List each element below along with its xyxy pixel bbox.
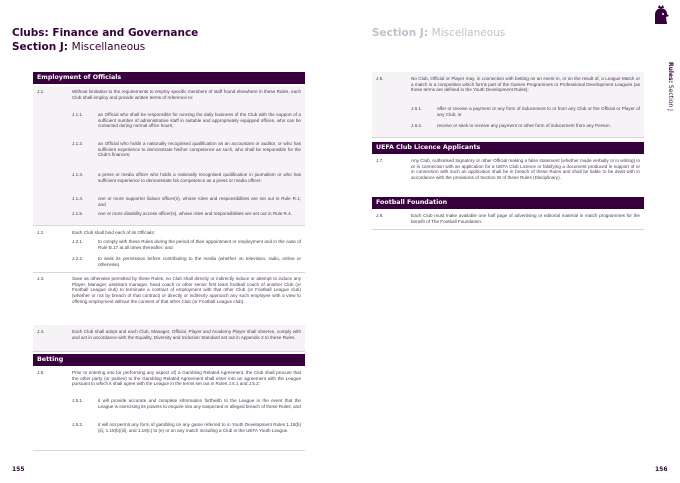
divider <box>33 450 305 451</box>
clause-number: J.4. <box>37 329 45 334</box>
clause-number: J.2.2. <box>72 256 84 261</box>
clause-number: J.8. <box>376 213 384 218</box>
clause-text: to comply with these Rules during the period of their appointment or employment and in the case of Rule B.17 at all times thereafter; and <box>98 239 301 250</box>
side-rules-plain: Section J <box>667 84 674 111</box>
clause-text: one or more disability access officer(s), whose roles and responsibilities are set out in Rule R.4. <box>98 211 292 216</box>
clause-number: J.1.3. <box>72 172 84 177</box>
clause-text: a press or media officer who holds a nationally recognised qualification in journalism or who has sufficient experience to demonstrate his competence as a press or media officer; <box>98 172 301 183</box>
clause-text: Without limitation to the requirements to employ specific members of staff found elsewhere in these Rules, each Club shall employ and provide written terms of reference to: <box>72 89 301 100</box>
clause-text: receive or seek to receive any payment or other form of inducement from any Person. <box>437 123 611 128</box>
clause-text: to seek its permission before contributing to the media (whether on television, radio, online or otherwise). <box>98 256 301 267</box>
clause-text: Any Club, Authorised Signatory or other Official making a false statement (whether made verbally or in writing) in or in connection with an application for a UEFA Club Licence or falsifying a document produced in support of or in connection with such an application shall be in breach of these Rules and shall be liable to be dealt with in accordance with the provisions of Section W of these Rules (Disciplinary). <box>411 158 640 181</box>
clause-text: Each Club shall bind each of its Officials: <box>72 230 155 235</box>
clause-text: it will provide accurate and complete information forthwith to the League in the event that the League is exercising its powers to enquire into any suspected or alleged breach of these Rules; and <box>98 398 301 409</box>
clause-text: an Official who holds a nationally recognised qualification as an accountant or auditor, or who has sufficient experience to demonstrate his/her competence as such, who shall be responsible for the Club's finances; <box>98 141 301 158</box>
right-section-title <box>372 26 505 41</box>
right-section-title-bold: Section J: <box>372 27 428 39</box>
section-header-uefa: UEFA Club Licence Applicants <box>372 142 644 154</box>
divider <box>372 229 644 230</box>
clause-text: Prior to entering into (or performing any aspect of) a Gambling Related Agreement, the Club shall procure that the other party (or parties) to the Gambling Related Agreement shall enter into an agreement with the League pursuant to which it shall agree with the League in the terms set out in Rules J.5.1 and J.5.2: <box>72 370 301 387</box>
clause-number: J.1. <box>37 89 45 94</box>
clause-number: J.2.1. <box>72 239 84 244</box>
page-number-left: 155 <box>12 466 25 473</box>
clause-number: J.2. <box>37 230 45 235</box>
clause-text: it will not permit any form of gambling on any game referred to in Youth Development Rules 1.18(b)(ii), 1.18(b)(iii), and 1.18(c) to (e) or on any match including a Club in the UEFA Youth League. <box>98 422 301 433</box>
clause-number: J.1.4. <box>72 196 84 201</box>
clause-number: J.1.1. <box>72 112 84 117</box>
section-header-foundation: Football Foundation <box>372 197 644 209</box>
clause-number: J.6.1. <box>411 106 423 111</box>
clause-number: J.3. <box>37 276 45 281</box>
clause-text: one or more supporter liaison officer(s), whose roles and responsibilities are set out in Rule R.1; and <box>98 196 301 207</box>
clause-number: J.7. <box>376 158 384 163</box>
clause-number: J.6.2. <box>411 123 423 128</box>
clause-number: J.5.1. <box>72 398 84 403</box>
clause-number: J.1.5. <box>72 211 84 216</box>
clause-text: Each Club shall adopt and each Club, Manager, Official, Player and Academy Player shall observe, comply with and act in accordance with the Equality, Diversity and Inclusion Standard set out in Appendix 2 to these Rules. <box>72 329 301 340</box>
clause-number: J.5. <box>37 370 45 375</box>
side-rules-text <box>667 62 674 111</box>
clause-number: J.5.2. <box>72 422 84 427</box>
league-lion-logo <box>648 4 674 30</box>
clause-number: J.1.2. <box>72 141 84 146</box>
page-number-right: 156 <box>655 466 668 473</box>
divider <box>33 272 305 273</box>
right-section-title-plain: Miscellaneous <box>431 27 506 39</box>
clause-text: Each Club must make available one half page of advertising or editorial material in match programmes for the benefit of The Football Foundation. <box>411 213 640 224</box>
side-rules-label <box>666 62 674 132</box>
section-title-plain: Miscellaneous <box>71 41 146 53</box>
side-rules-bold: Rules: <box>667 62 674 83</box>
section-title <box>12 40 145 55</box>
clause-text: No Club, Official or Player may, in connection with betting on an event in, or on the result of, a League Match or a match in a competition which forms part of the Games Programmes or Professional Development Leagues (as those terms are defined in the Youth Development Rules): <box>411 76 640 93</box>
clause-number: J.6. <box>376 76 384 81</box>
section-header-employment: Employment of Officials <box>33 72 305 84</box>
clause-text: offer or receive a payment or any form of inducement to or from any Club or the Official or Player of any Club; or <box>437 106 640 117</box>
clause-text: Save as otherwise permitted by these Rules, no Club shall directly or indirectly induce or attempt to induce any Player, Manager, assistant manager, head coach or other senior first team football coach of another Club (or Football League club) to terminate a contract of employment with that other Club (or Football League club) (whether or not by breach of that contract) or directly or indirectly approach any such employee with a view to offering employment without the consent of that other Club (or Football League club). <box>72 276 301 304</box>
clause-text: an Official who shall be responsible for running the daily business of the Club with the support of a sufficient number of administrative staff in suitable and appropriately equipped offices, who can be contacted during normal office hours; <box>98 112 301 129</box>
page-title: Clubs: Finance and Governance <box>12 27 199 39</box>
section-header-betting: Betting <box>33 354 305 366</box>
section-title-bold: Section J: <box>12 41 68 53</box>
